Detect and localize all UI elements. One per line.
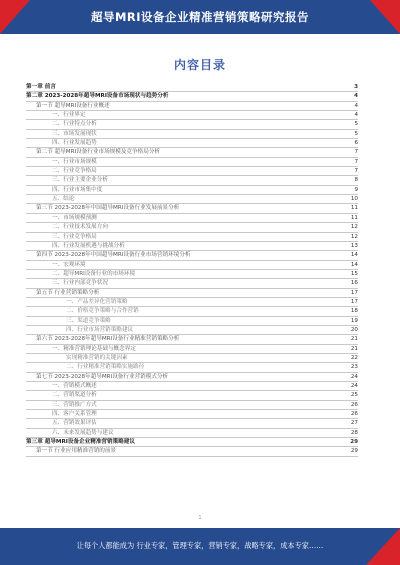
- toc-entry-page: 7: [352, 148, 358, 157]
- toc-entry-text: 四、行业市场集中度: [52, 186, 104, 195]
- toc-entry-page: 19: [349, 317, 358, 326]
- toc-entry-page: 10: [349, 195, 358, 204]
- toc-entry-page: 4: [352, 92, 358, 101]
- toc-entry[interactable]: [26, 419, 358, 428]
- toc-entry-text: 第二节 超导MRI设备行业市场规模及竞争格局分析: [36, 148, 162, 157]
- toc-entry-text: 第七节 2023-2028年超导MRI设备行业营销模式分析: [36, 373, 170, 382]
- toc-entry-text: 五、结论: [52, 195, 76, 204]
- toc-entry-page: 7: [352, 158, 358, 167]
- toc-entry-page: 12: [349, 223, 358, 232]
- toc-entry[interactable]: [26, 391, 358, 400]
- toc-entry[interactable]: [26, 186, 358, 195]
- toc-entry-text: 一、宏观环境: [52, 261, 88, 270]
- toc-entry[interactable]: [26, 83, 358, 92]
- toc-entry[interactable]: [26, 261, 358, 270]
- toc-entry-page: 27: [349, 419, 358, 428]
- toc-entry[interactable]: [26, 270, 358, 279]
- toc-entry-text: 一、行业界定: [52, 111, 88, 120]
- toc-entry-page: 26: [349, 410, 358, 419]
- toc-entry-text: 一、产品差异化营销策略: [66, 298, 130, 307]
- toc-entry[interactable]: [26, 223, 358, 232]
- toc-entry[interactable]: [26, 382, 358, 391]
- toc-entry-text: 三、行业竞争格局: [52, 233, 99, 242]
- toc-entry-page: 5: [352, 120, 358, 129]
- toc-entry-page: 17: [349, 289, 358, 298]
- toc-entry-page: 8: [352, 176, 358, 185]
- toc-entry[interactable]: [26, 373, 358, 382]
- toc-entry[interactable]: [26, 326, 358, 335]
- toc-entry[interactable]: [26, 102, 358, 111]
- toc-entry-text: 三、营销推广方式: [52, 401, 99, 410]
- toc-entry[interactable]: [26, 438, 358, 447]
- toc-entry-page: 17: [349, 298, 358, 307]
- toc-entry-text: 实现精准营销的关键因素: [66, 354, 130, 363]
- toc-entry-page: 29: [349, 447, 358, 456]
- toc-entry-text: 三、市场发展现状: [52, 130, 99, 139]
- toc-entry-page: 5: [352, 130, 358, 139]
- toc-entry-page: 29: [348, 438, 358, 447]
- toc-entry-page: 20: [349, 326, 358, 335]
- toc-entry[interactable]: [26, 111, 358, 120]
- toc-entry-text: 第五节 行业营销策略分析: [36, 289, 101, 298]
- toc-entry-page: 9: [352, 186, 358, 195]
- toc-entry-page: 3: [352, 83, 358, 92]
- toc-entry-text: 二、价格竞争策略与合作营销: [66, 307, 141, 316]
- toc-entry-page: 7: [352, 167, 358, 176]
- report-title: 超导MRI设备企业精准营销策略研究报告: [90, 10, 310, 24]
- toc-entry-page: 4: [352, 111, 358, 120]
- toc-entry[interactable]: [26, 120, 358, 129]
- toc-entry[interactable]: [26, 158, 358, 167]
- toc-entry[interactable]: [26, 335, 358, 344]
- toc-entry-text: 二、行业技术发展方向: [52, 223, 110, 232]
- toc-entry[interactable]: [26, 251, 358, 260]
- toc-entry-page: 24: [349, 373, 358, 382]
- toc-entry[interactable]: [26, 195, 358, 204]
- toc-entry-page: 13: [349, 242, 358, 251]
- footer-slogan: 让每个人都能成为 行业专家，管理专家，营销专家，战略专家，成本专家……: [76, 541, 324, 550]
- toc-entry-text: 第二章 2023-2028年超导MRI设备市场现状与趋势分析: [26, 92, 170, 101]
- toc-entry-page: 26: [349, 401, 358, 410]
- toc-entry-page: 11: [349, 214, 358, 223]
- toc-entry[interactable]: [26, 279, 358, 288]
- toc-entry-page: 11: [349, 204, 358, 213]
- toc-entry-page: 15: [349, 270, 358, 279]
- toc-entry[interactable]: [26, 233, 358, 242]
- toc-entry-page: 23: [349, 363, 358, 372]
- toc-entry[interactable]: [26, 363, 358, 372]
- toc-entry-text: 三、行业主要企业分析: [52, 176, 110, 185]
- toc-entry-text: 二、行业竞争格局: [52, 167, 99, 176]
- toc-entry-page: 21: [349, 345, 358, 354]
- toc-entry[interactable]: [26, 447, 358, 456]
- toc-entry[interactable]: [26, 92, 358, 101]
- toc-entry-text: 第六节 2023-2028年超导MRI设备行业精准营销策略分析: [36, 335, 181, 344]
- page-footer: [0, 528, 400, 565]
- toc-entry-page: 16: [349, 279, 358, 288]
- table-of-contents: [26, 83, 358, 457]
- toc-entry-page: 28: [349, 429, 358, 438]
- toc-entry[interactable]: [26, 401, 358, 410]
- toc-entry-page: 6: [352, 139, 358, 148]
- toc-entry-text: 四、行业发展趋势: [52, 139, 99, 148]
- toc-entry-text: 二、行业精准营销策略实施路径: [66, 363, 146, 372]
- toc-entry[interactable]: [26, 298, 358, 307]
- toc-entry-text: 二、行业特点分析: [52, 120, 99, 129]
- toc-entry-page: 21: [349, 335, 358, 344]
- toc-entry-text: 二、营销渠道分析: [52, 391, 99, 400]
- page-number: 1: [198, 515, 202, 521]
- toc-entry-text: 六、未来发展趋势与建议: [52, 429, 116, 438]
- toc-entry[interactable]: [26, 317, 358, 326]
- toc-entry-page: 22: [349, 354, 358, 363]
- toc-entry-text: 一、市场规模预测: [52, 214, 99, 223]
- toc-entry[interactable]: [26, 139, 358, 148]
- toc-entry-page: 25: [349, 391, 358, 400]
- toc-title: 内容目录: [173, 58, 226, 72]
- toc-entry-page: 18: [349, 307, 358, 316]
- toc-entry-text: 第三章 超导MRI设备企业精准营销策略建议: [26, 438, 137, 447]
- toc-entry-text: 四、行业市场营销策略建议: [66, 326, 135, 335]
- toc-entry[interactable]: [26, 167, 358, 176]
- toc-entry-text: 三、渠道竞争策略: [66, 317, 113, 326]
- toc-entry-text: 第四节 2023-2028年中国超导MRI设备行业市场营销环境分析: [36, 251, 193, 260]
- toc-entry[interactable]: [26, 307, 358, 316]
- toc-entry-text: 五、营销效果评估: [52, 419, 99, 428]
- toc-entry[interactable]: [26, 148, 358, 157]
- toc-entry-text: 一、精准营销理论基础与概念界定: [52, 345, 138, 354]
- toc-entry-text: 第一节 行业应用精准营销的前景: [36, 447, 118, 456]
- toc-entry[interactable]: [26, 204, 358, 213]
- toc-entry[interactable]: [26, 345, 358, 354]
- toc-entry-page: 24: [349, 382, 358, 391]
- toc-entry[interactable]: [26, 176, 358, 185]
- toc-entry-text: 四、客户关系管理: [52, 410, 99, 419]
- toc-entry-text: 第一节 超导MRI设备行业概述: [36, 102, 112, 111]
- toc-entry[interactable]: [26, 214, 358, 223]
- toc-entry-text: 一、营销模式概述: [52, 382, 99, 391]
- toc-entry-page: 4: [352, 102, 358, 111]
- toc-entry[interactable]: [26, 429, 358, 438]
- toc-entry-page: 14: [349, 251, 358, 260]
- toc-entry[interactable]: [26, 410, 358, 419]
- toc-entry-text: 三、行业内部竞争状况: [52, 279, 110, 288]
- toc-entry[interactable]: [26, 242, 358, 251]
- page-header: [0, 0, 400, 34]
- toc-entry-page: 12: [349, 233, 358, 242]
- toc-entry-text: 第一章 前言: [26, 83, 58, 92]
- toc-entry-text: 四、行业发展机遇与挑战分析: [52, 242, 127, 251]
- toc-entry-text: 一、行业市场规模: [52, 158, 99, 167]
- toc-entry-text: 第三节 2023-2028年中国超导MRI设备行业发展前景分析: [36, 204, 181, 213]
- toc-entry[interactable]: [26, 289, 358, 298]
- toc-entry-page: 14: [349, 261, 358, 270]
- toc-entry[interactable]: [26, 130, 358, 139]
- toc-entry[interactable]: [26, 354, 358, 363]
- toc-entry-text: 二、超导MRI设备行业的市场环境: [52, 270, 137, 279]
